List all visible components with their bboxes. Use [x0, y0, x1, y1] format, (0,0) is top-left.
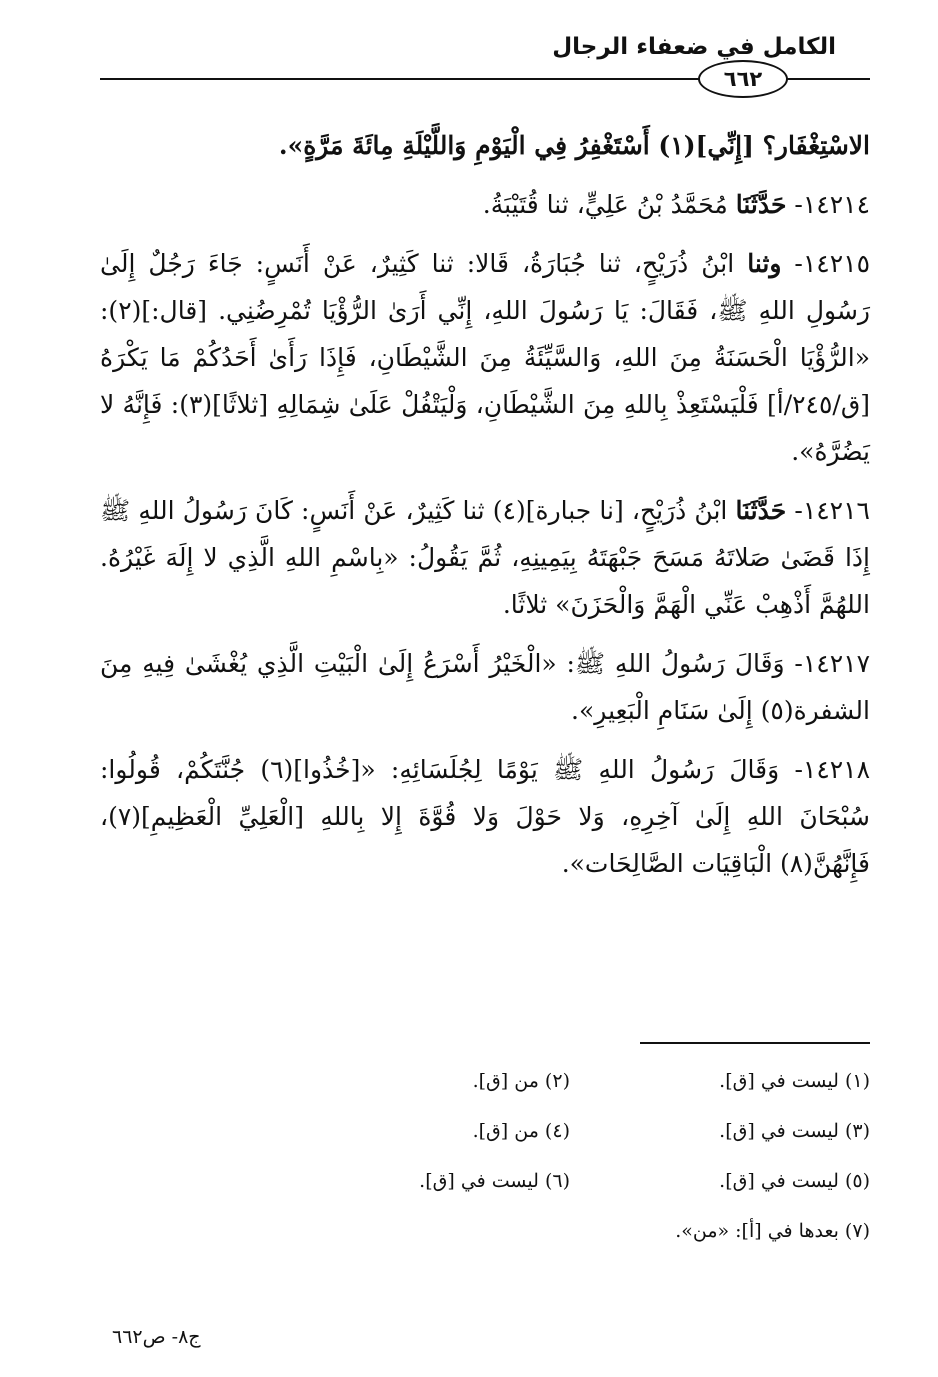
paragraph-text: ابْنُ ذُرَيْحٍ، [نا جبارة](٤) ثنا كَثِيرٌ، عَنْ أَنَسٍ: كَانَ رَسُولُ اللهِ ﷺ إِذَا قَضَىٰ صَلاتَهُ مَسَحَ جَبْهَتَهُ بِيَمِينِهِ، ثُمَّ يَقُولُ: «بِاسْمِ اللهِ الَّذِي لا إِلَهَ غَيْرُهُ. اللهُمَّ أَذْهِبْ عَنِّي الْهَمَّ وَالْحَزَنَ» ثلاثًا. — [100, 496, 870, 619]
footnote-7: (٧) بعدها في [أ]: «من». — [675, 1220, 870, 1242]
hadith-14215 — [100, 240, 870, 475]
hadith-lead: حَدَّثَنَا — [735, 190, 787, 219]
book-title: الكامل في ضعفاء الرجال — [552, 34, 836, 60]
hadith-14216 — [100, 487, 870, 628]
hadith-number: ١٤٢١٥- — [794, 249, 871, 278]
hadith-number: ١٤٢١٦- — [794, 496, 870, 525]
hadith-14217 — [100, 640, 870, 734]
main-text — [100, 122, 870, 899]
hadith-number: ١٤٢١٧- — [794, 649, 870, 678]
hadith-14214 — [100, 181, 870, 228]
page-reference: ج٨- ص٦٦٢ — [112, 1326, 201, 1348]
hadith-14218 — [100, 746, 870, 887]
paragraph-text: وَقَالَ رَسُولُ اللهِ ﷺ: «الْخَيْرُ أَسْرَعُ إِلَىٰ الْبَيْتِ الَّذِي يُغْشَىٰ فِيهِ مِنَ الشفرة(٥) إِلَىٰ سَنَامِ الْبَعِيرِ». — [100, 649, 870, 725]
hadith-lead: حَدَّثَنَا — [735, 496, 787, 525]
footnote-2: (٢) من [ق]. — [472, 1070, 570, 1092]
hadith-number: ١٤٢١٨- — [794, 755, 871, 784]
page-number: ٦٦٢ — [698, 60, 788, 98]
hadith-number: ١٤٢١٤- — [794, 190, 870, 219]
footnote-6: (٦) ليست في [ق]. — [419, 1170, 570, 1192]
paragraph — [100, 122, 870, 169]
paragraph-text: وَقَالَ رَسُولُ اللهِ ﷺ يَوْمًا لِجُلَسَائِهِ: «[خُذُوا](٦) جُنَّتَكُمْ، قُولُوا: سُبْحَانَ اللهِ إِلَىٰ آخِرِهِ، وَلا حَوْلَ وَلا قُوَّةَ إِلا بِاللهِ [الْعَلِيِّ الْعَظِيمِ](٧)، فَإِنَّهُنَّ(٨) الْبَاقِيَات الصَّالِحَات». — [100, 755, 870, 878]
footnote-rule — [640, 1042, 870, 1044]
hadith-lead: وثنا — [747, 249, 782, 278]
footnote-4: (٤) من [ق]. — [472, 1120, 570, 1142]
paragraph-text: ابْنُ ذُرَيْحٍ، ثنا جُبَارَةُ، قَالا: ثنا كَثِيرٌ، عَنْ أَنَسٍ: جَاءَ رَجُلٌ إِلَىٰ رَسُولِ اللهِ ﷺ، فَقَالَ: يَا رَسُولَ اللهِ، إِنِّي أَرَىٰ الرُّؤْيَا تُمْرِضُنِي. [قال:](٢): «الرُّؤْيَا الْحَسَنَةُ مِنَ اللهِ، وَالسَّيِّئَةُ مِنَ الشَّيْطَانِ، فَإِذَا رَأَىٰ أَحَدُكُمْ مَا يَكْرَهُ [ق/٢٤٥/أ] فَلْيَسْتَعِذْ بِاللهِ مِنَ الشَّيْطَانِ، وَلْيَتْفُلْ عَلَىٰ شِمَالِهِ [ثلاثًا](٣): فَإِنَّهُ لا يَضُرَّهُ». — [100, 249, 870, 466]
paragraph-text: مُحَمَّدُ بْنُ عَلِيٍّ، ثنا قُتَيْبَةُ. — [482, 190, 728, 219]
footnote-3: (٣) ليست في [ق]. — [719, 1120, 870, 1142]
paragraph-text: الاسْتِغْفَار؟ [إِنِّي](١) أَسْتَغْفِرُ فِي الْيَوْمِ وَاللَّيْلَةِ مِائَةَ مَرَّةٍ». — [278, 131, 870, 160]
footnote-1: (١) ليست في [ق]. — [719, 1070, 870, 1092]
footnotes — [300, 1056, 870, 1256]
footnote-5: (٥) ليست في [ق]. — [719, 1170, 870, 1192]
